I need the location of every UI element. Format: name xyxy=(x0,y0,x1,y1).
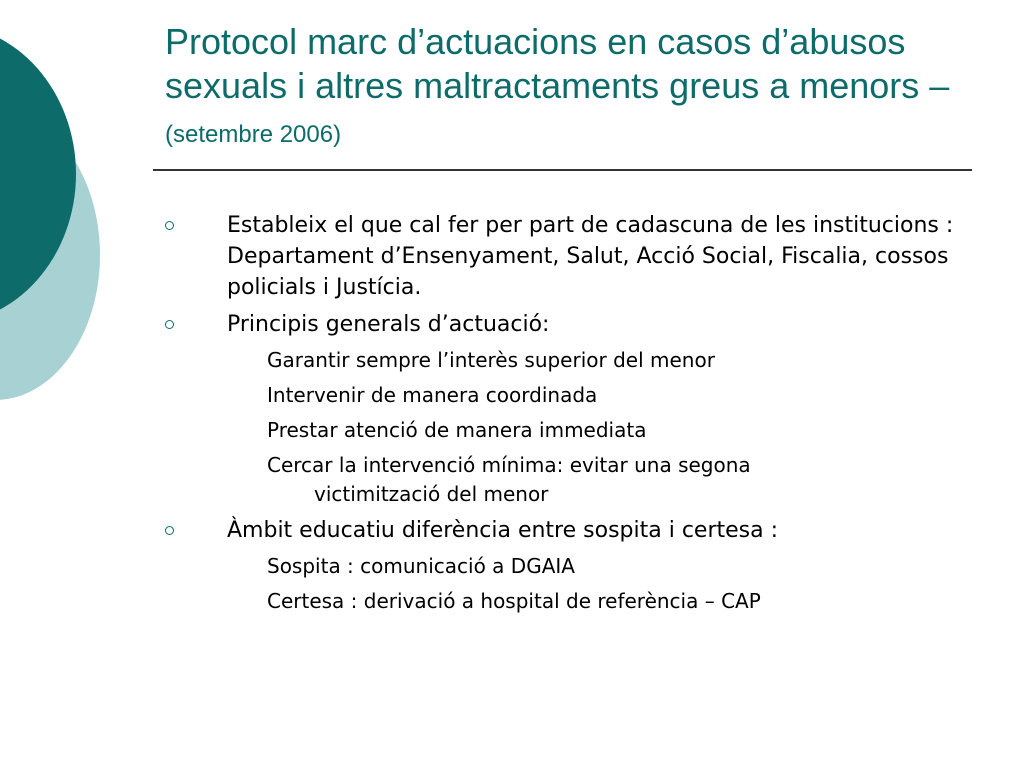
sub-item: Intervenir de manera coordinada xyxy=(267,383,598,407)
bullet-text: Àmbit educatiu diferència entre sospita i certesa : xyxy=(227,518,778,543)
bullet-item-educational-scope xyxy=(165,515,965,546)
bullet-item-institutions xyxy=(165,210,965,303)
title-main: Protocol marc d’actuacions en casos d’abusos sexuals i altres maltractaments greus a menors – xyxy=(165,21,950,106)
circle-bullet-icon xyxy=(165,320,174,329)
title-divider xyxy=(153,169,972,171)
sub-item xyxy=(165,451,965,509)
sub-item: Sospita : comunicació a DGAIA xyxy=(267,554,575,578)
sub-item: Garantir sempre l’interès superior del menor xyxy=(267,348,715,372)
title-date: (setembre 2006) xyxy=(165,121,342,148)
circle-bullet-icon xyxy=(165,221,174,230)
sub-item: Prestar atenció de manera immediata xyxy=(267,418,647,442)
sub-item-continuation: victimització del menor xyxy=(314,482,549,506)
bullet-text: Principis generals d’actuació: xyxy=(227,312,550,337)
circle-bullet-icon xyxy=(165,526,174,535)
slide-title xyxy=(165,20,965,157)
bullet-text: Estableix el que cal fer per part de cadascuna de les institucions : Departament d’Ensenyament, Salut, Acció Social, Fiscalia, cossos policials i Justícia. xyxy=(227,213,954,300)
sub-item-line: Cercar la intervenció mínima: evitar una segona xyxy=(267,453,751,477)
bullet-item-principles xyxy=(165,309,965,340)
slide-body xyxy=(165,210,965,622)
sub-item: Certesa : derivació a hospital de referència – CAP xyxy=(267,589,761,613)
